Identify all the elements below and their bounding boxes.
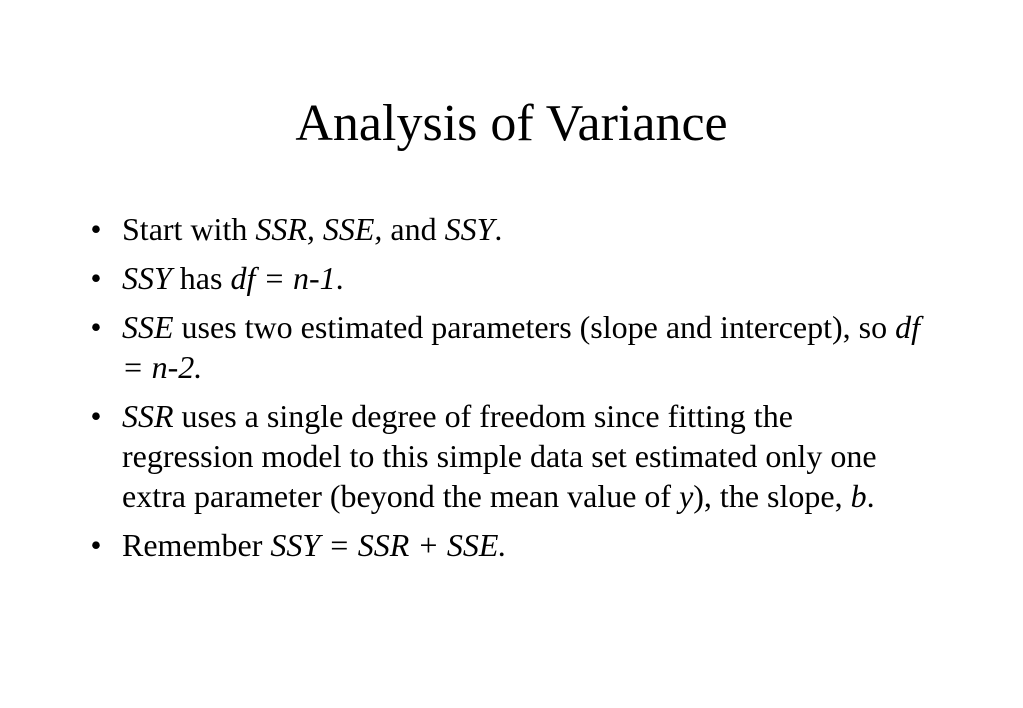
text-run-italic: SSY	[122, 260, 172, 296]
text-run-italic: SSR, SSE,	[255, 211, 383, 247]
text-run: .	[335, 260, 344, 296]
text-run: uses two estimated parameters (slope and intercept), so	[173, 309, 896, 345]
text-run-italic: df = n-1	[230, 260, 336, 296]
text-run-italic: b	[850, 478, 867, 514]
text-run-italic: SSR	[122, 398, 174, 434]
slide-title: Analysis of Variance	[295, 95, 728, 152]
bullet-dot-icon: •	[90, 309, 102, 345]
text-run: has	[171, 260, 231, 296]
text-run: .	[866, 478, 875, 514]
bullet-item	[90, 396, 932, 516]
bullet-text	[122, 211, 502, 247]
text-run-italic: SSE	[122, 309, 174, 345]
bullet-text	[122, 309, 920, 385]
text-run: ), the slope,	[693, 478, 851, 514]
text-run: uses a single degree of freedom since fitting the regression model to this simple data set estimated only one extra parameter (beyond the mean value of	[122, 398, 877, 514]
text-run: .	[494, 211, 503, 247]
bullet-dot-icon: •	[90, 527, 102, 563]
bullet-dot-icon: •	[90, 398, 102, 434]
bullet-dot-icon: •	[90, 211, 102, 247]
text-run-italic: SSY = SSR + SSE.	[270, 527, 507, 563]
bullet-item	[90, 525, 932, 565]
bullet-item	[90, 307, 932, 387]
bullet-text	[122, 527, 506, 563]
text-run: Start with	[122, 211, 256, 247]
bullet-list	[90, 209, 932, 574]
bullet-item	[90, 258, 932, 298]
bullet-item	[90, 209, 932, 249]
text-run-italic: y	[679, 478, 694, 514]
bullet-text	[122, 398, 877, 514]
text-run: Remember	[122, 527, 271, 563]
bullet-dot-icon: •	[90, 260, 102, 296]
text-run-italic: SSY	[444, 211, 495, 247]
bullet-text	[122, 260, 344, 296]
text-run-italic: df = n-2.	[122, 309, 920, 385]
text-run: and	[382, 211, 445, 247]
